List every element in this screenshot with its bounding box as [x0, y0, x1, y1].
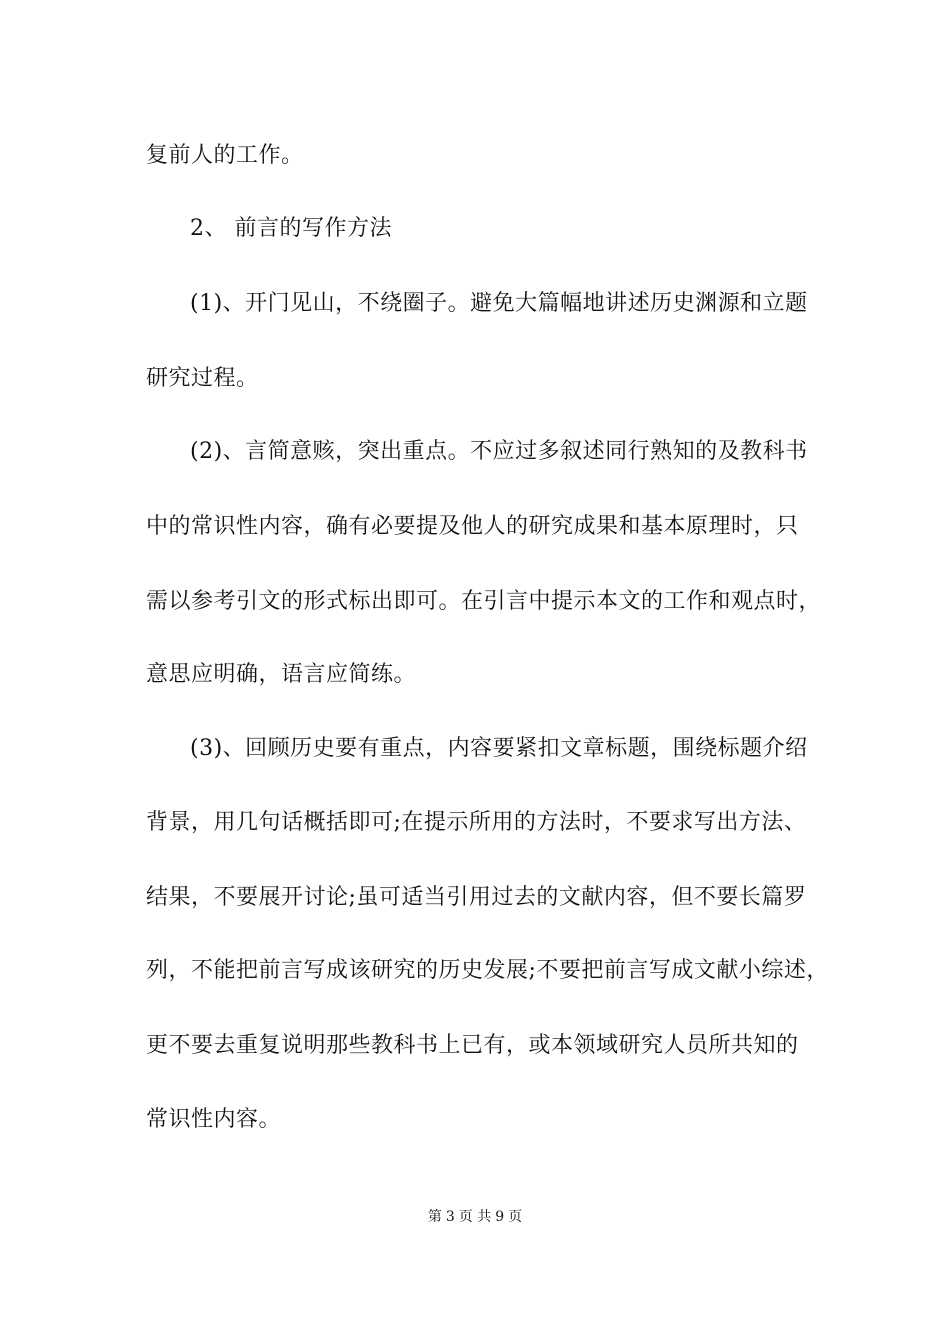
text-line: 中的常识性内容，确有必要提及他人的研究成果和基本原理时，只	[146, 514, 799, 539]
text-line: 结果，不要展开讨论;虽可适当引用过去的文献内容，但不要长篇罗	[146, 885, 807, 910]
text-line: 复前人的工作。	[146, 143, 304, 168]
page-label-middle: 页 共	[458, 1209, 492, 1225]
page-label-suffix: 页	[508, 1209, 523, 1225]
text-line: 意思应明确，语言应简练。	[146, 662, 417, 687]
page-label-prefix: 第	[427, 1209, 442, 1225]
text-line: 常识性内容。	[146, 1107, 282, 1132]
text-line: 需以参考引文的形式标出即可。在引言中提示本文的工作和观点时，	[146, 589, 822, 614]
text-line: 更不要去重复说明那些教科书上已有，或本领域研究人员所共知的	[146, 1033, 799, 1058]
text-line: (1)、开门见山，不绕圈子。避免大篇幅地讲述历史渊源和立题	[190, 291, 808, 316]
text-line: (3)、回顾历史要有重点，内容要紧扣文章标题，围绕标题介绍	[190, 736, 808, 761]
text-line: 列，不能把前言写成该研究的历史发展;不要把前言写成文献小综述，	[146, 958, 829, 983]
section-heading: 2、 前言的写作方法	[190, 216, 392, 241]
text-line: 背景，用几句话概括即可;在提示所用的方法时，不要求写出方法、	[146, 810, 807, 835]
text-line: 研究过程。	[146, 366, 259, 391]
page-total: 9	[495, 1209, 505, 1225]
page-number: 3	[445, 1209, 455, 1225]
page-footer	[0, 1207, 950, 1227]
text-line: (2)、言简意赅，突出重点。不应过多叙述同行熟知的及教科书	[190, 439, 808, 464]
